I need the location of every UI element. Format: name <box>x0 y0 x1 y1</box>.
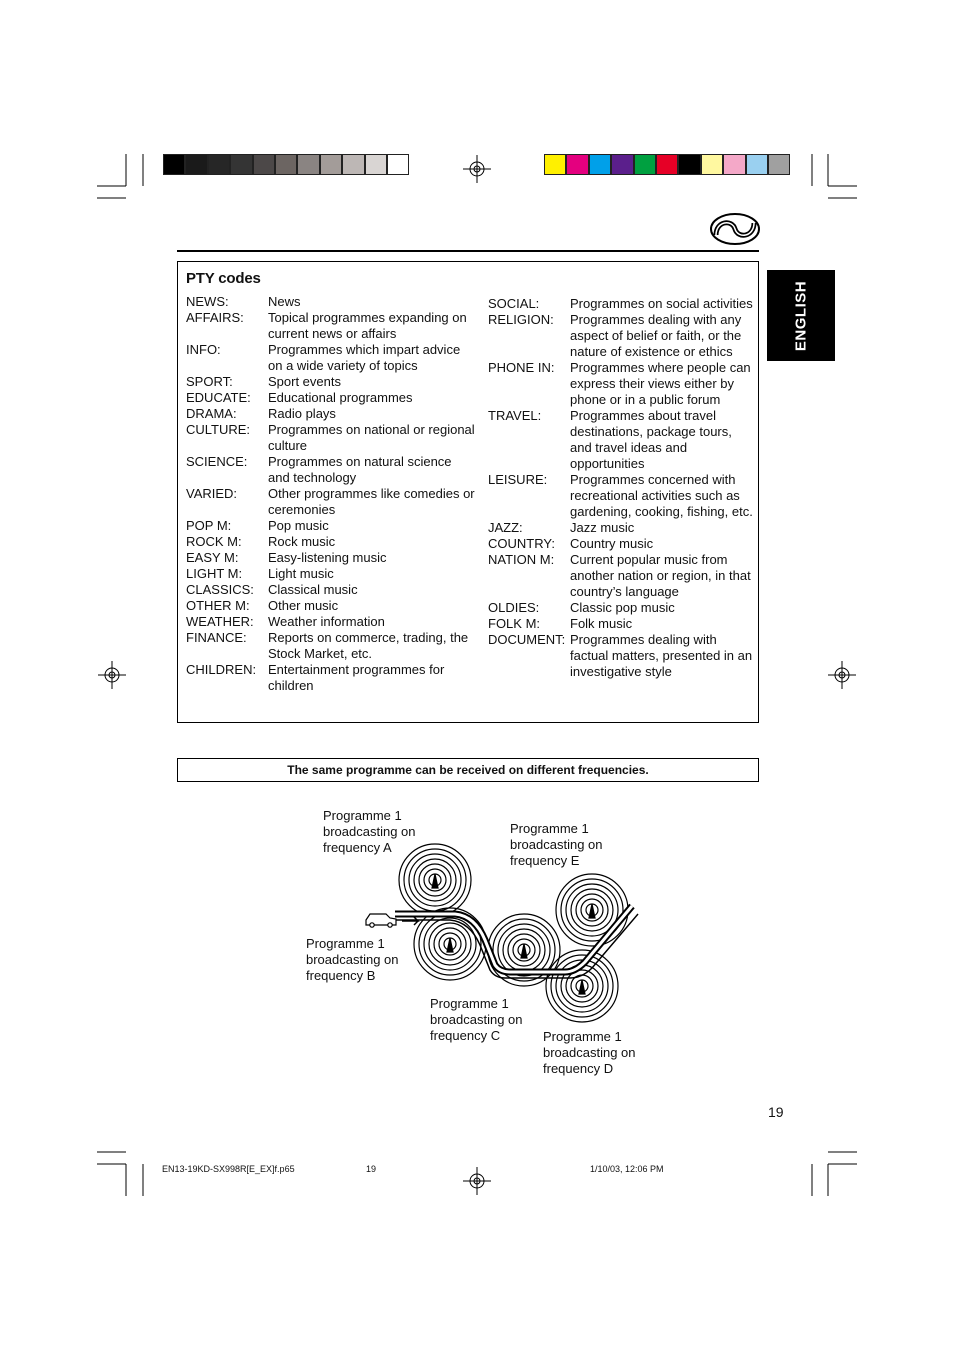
color-swatch <box>297 154 319 175</box>
pty-entry <box>186 534 476 550</box>
pty-description: Country music <box>570 536 654 551</box>
color-swatch <box>678 154 700 175</box>
pty-entry <box>186 406 476 422</box>
pty-entry <box>186 630 476 662</box>
pty-entry <box>186 486 476 518</box>
pty-code: CULTURE: <box>186 422 251 437</box>
pty-entry <box>488 360 754 408</box>
pty-code: OTHER M: <box>186 598 250 613</box>
pty-code: INFO: <box>186 342 221 357</box>
pty-code: FINANCE: <box>186 630 247 645</box>
frequency-note: The same programme can be received on different frequencies. <box>177 758 759 782</box>
pty-code: CHILDREN: <box>186 662 257 677</box>
car-icon <box>366 914 396 927</box>
pty-entry <box>488 536 754 552</box>
pty-description: Programmes on natural science and technology <box>268 454 452 485</box>
pty-code: EASY M: <box>186 550 239 565</box>
pty-entry <box>488 552 754 600</box>
pty-entry <box>186 390 476 406</box>
registration-target-bottom <box>463 1167 491 1195</box>
color-swatch <box>746 154 768 175</box>
footer-file: EN13-19KD-SX998R[E_EX]f.p65 <box>162 1164 295 1174</box>
pty-description: Other music <box>268 598 339 613</box>
pty-entry <box>488 520 754 536</box>
color-swatch <box>566 154 588 175</box>
pty-entry <box>186 582 476 598</box>
pty-code: DRAMA: <box>186 406 237 421</box>
color-swatch <box>387 154 409 175</box>
color-swatch <box>320 154 342 175</box>
pty-code: NEWS: <box>186 294 229 309</box>
pty-code: FOLK M: <box>488 616 541 631</box>
color-swatch <box>365 154 387 175</box>
pty-code: SOCIAL: <box>488 296 540 311</box>
pty-entry <box>488 312 754 360</box>
transmitter-icon <box>432 874 438 888</box>
color-swatch <box>656 154 678 175</box>
pty-entry <box>186 310 476 342</box>
color-swatch <box>723 154 745 175</box>
pty-description: Classical music <box>268 582 358 597</box>
pty-entry <box>488 408 754 472</box>
pty-entry <box>488 632 754 680</box>
color-swatch <box>342 154 364 175</box>
color-swatch <box>611 154 633 175</box>
language-tab-label: ENGLISH <box>792 280 810 351</box>
transmitter-icon <box>447 938 453 952</box>
pty-code: POP M: <box>186 518 232 533</box>
footer-timestamp: 1/10/03, 12:06 PM <box>590 1164 664 1174</box>
pty-description: Easy-listening music <box>268 550 387 565</box>
pty-description: Topical programmes expanding on current news or affairs <box>268 310 467 341</box>
color-swatch <box>768 154 790 175</box>
transmitter-icon <box>521 944 527 958</box>
page-number: 19 <box>768 1104 784 1120</box>
pty-description: Pop music <box>268 518 329 533</box>
pty-code: RELIGION: <box>488 312 554 327</box>
pty-description: Weather information <box>268 614 385 629</box>
pty-code: JAZZ: <box>488 520 523 535</box>
pty-description: News <box>268 294 301 309</box>
pty-entry <box>186 598 476 614</box>
pty-code: ROCK M: <box>186 534 242 549</box>
transmitter-icon <box>579 980 585 994</box>
pty-entry <box>186 614 476 630</box>
pty-entry <box>488 600 754 616</box>
arrow-icon <box>402 917 418 925</box>
header-rule <box>177 250 759 252</box>
pty-description: Radio plays <box>268 406 336 421</box>
pty-entry <box>186 566 476 582</box>
pty-left-column <box>186 294 476 694</box>
pty-description: Reports on commerce, trading, the Stock Market, etc. <box>268 630 469 661</box>
transmitter-icon <box>589 904 595 918</box>
pty-description: Programmes where people can express their views either by phone or in a public forum <box>570 360 751 407</box>
pty-description: Programmes on social activities <box>570 296 753 311</box>
pty-description: Folk music <box>570 616 633 631</box>
pty-entry <box>186 550 476 566</box>
pty-code: LIGHT M: <box>186 566 243 581</box>
pty-codes-title: PTY codes <box>186 270 261 287</box>
label-frequency-e: Programme 1 broadcasting on frequency E <box>510 821 603 868</box>
pty-description: Light music <box>268 566 334 581</box>
pty-code: CLASSICS: <box>186 582 254 597</box>
pty-description: Sport events <box>268 374 341 389</box>
pty-entry <box>186 342 476 374</box>
color-swatch <box>185 154 207 175</box>
pty-description: Classic pop music <box>570 600 675 615</box>
pty-code: TRAVEL: <box>488 408 542 423</box>
pty-entry <box>186 374 476 390</box>
pty-entry <box>186 294 476 310</box>
label-frequency-b: Programme 1 broadcasting on frequency B <box>306 936 399 983</box>
pty-entry <box>186 454 476 486</box>
pty-description: Programmes on national or regional culture <box>268 422 475 453</box>
color-swatch <box>208 154 230 175</box>
color-swatch <box>589 154 611 175</box>
pty-description: Rock music <box>268 534 336 549</box>
registration-target-left <box>98 661 126 689</box>
pty-description: Other programmes like comedies or ceremonies <box>268 486 475 517</box>
color-swatch <box>253 154 275 175</box>
pty-entry <box>186 422 476 454</box>
pty-code: LEISURE: <box>488 472 548 487</box>
pty-code: SCIENCE: <box>186 454 248 469</box>
logo-icon <box>710 213 760 245</box>
color-swatch <box>634 154 656 175</box>
registration-target-right <box>828 661 856 689</box>
pty-code: PHONE IN: <box>488 360 555 375</box>
pty-code: OLDIES: <box>488 600 540 615</box>
pty-entry <box>488 616 754 632</box>
pty-description: Programmes concerned with recreational activities such as gardening, cooking, fishing, etc. <box>570 472 753 519</box>
pty-entry <box>186 662 476 694</box>
pty-code: WEATHER: <box>186 614 254 629</box>
color-swatch <box>544 154 566 175</box>
pty-description: Programmes which impart advice on a wide variety of topics <box>268 342 461 373</box>
pty-code: COUNTRY: <box>488 536 555 551</box>
color-swatch <box>230 154 252 175</box>
pty-code: NATION M: <box>488 552 555 567</box>
pty-description: Educational programmes <box>268 390 413 405</box>
pty-description: Programmes dealing with any aspect of belief or faith, or the nature of existence or ethics <box>570 312 742 359</box>
label-frequency-d: Programme 1 broadcasting on frequency D <box>543 1029 636 1076</box>
pty-code: EDUCATE: <box>186 390 251 405</box>
pty-right-column <box>488 296 754 680</box>
pty-entry <box>186 518 476 534</box>
pty-entry <box>488 296 754 312</box>
language-tab <box>767 270 835 361</box>
pty-code: DOCUMENT: <box>488 632 566 647</box>
color-swatch <box>701 154 723 175</box>
pty-description: Programmes dealing with factual matters, presented in an investigative style <box>570 632 753 679</box>
pty-description: Jazz music <box>570 520 635 535</box>
pty-description: Programmes about travel destinations, package tours, and travel ideas and opportunities <box>570 408 732 471</box>
footer-page: 19 <box>366 1164 377 1174</box>
color-swatch <box>163 154 185 175</box>
registration-target-top <box>463 155 491 183</box>
label-frequency-a: Programme 1 broadcasting on frequency A <box>323 808 416 855</box>
pty-code: SPORT: <box>186 374 233 389</box>
pty-code: AFFAIRS: <box>186 310 244 325</box>
label-frequency-c: Programme 1 broadcasting on frequency C <box>430 996 523 1043</box>
pty-description: Current popular music from another nation or region, in that country’s language <box>570 552 751 599</box>
pty-code: VARIED: <box>186 486 238 501</box>
pty-entry <box>488 472 754 520</box>
pty-description: Entertainment programmes for children <box>268 662 445 693</box>
color-swatch <box>275 154 297 175</box>
